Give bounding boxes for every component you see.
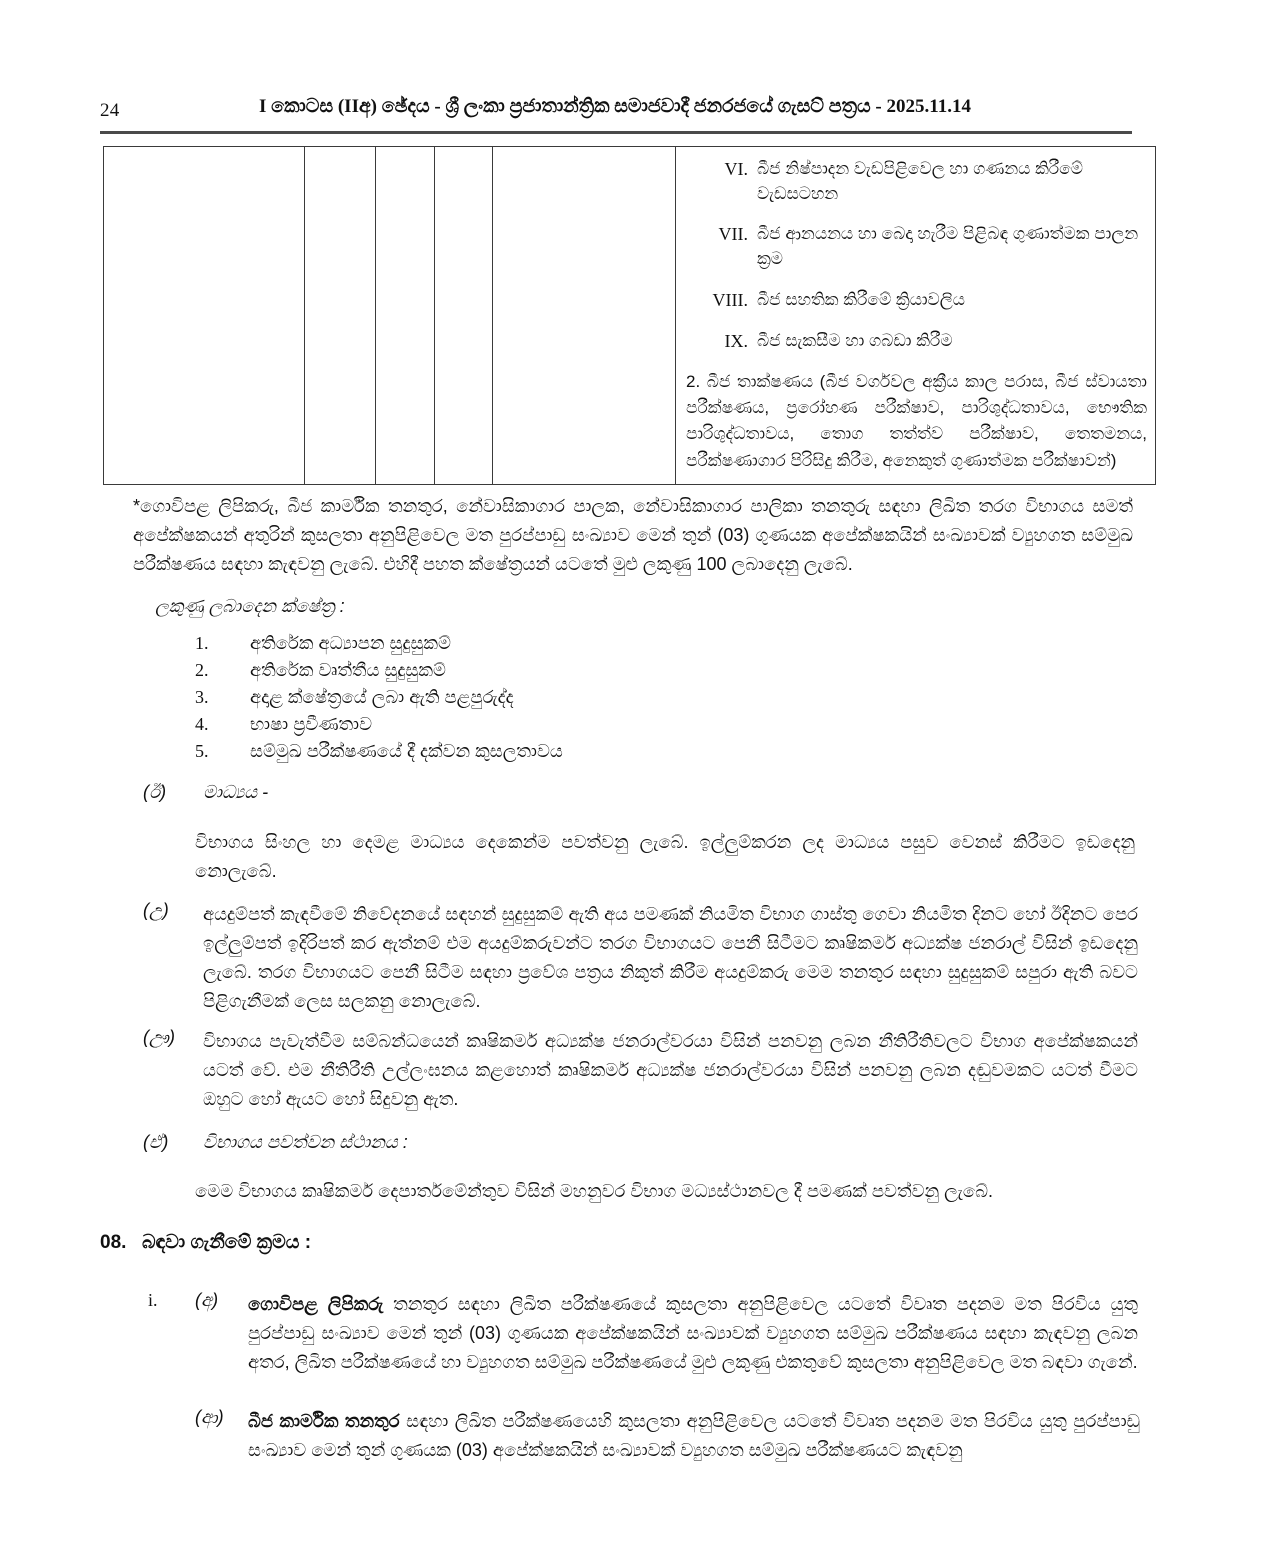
page-header: [100, 96, 1130, 130]
item-rest-farm-clerk: තනතුර සඳහා ලිඛිත පරීක්ෂණයේ කුසලතා අනුපිළිවෙල යටතේ විවෘත පදනම මත පිරවිය යුතු පුරප්පාඩු සංඛ්‍යාව මෙන් තුන් (03) ගුණයක අපේක්ෂකයින් සංඛ්‍යාවක් ව්‍යුහගත සම්මුඛ පරීක්ෂණය සඳහා කැඳවනු ලබන අතර, ලිඛිත පරීක්ෂණයේ හා ව්‍යුහගත සම්මුඛ පරීක්ෂණයේ මුළු ලකුණු එකතුවේ කුසලතා අනුපිළිවෙල මත බඳවා ගැනේ.: [248, 1294, 1139, 1373]
section-body-u: අයදුම්පත් කැඳවීමේ නිවේදනයේ සඳහන් සුදුසුකම් ඇති අය පමණක් නියමිත විභාග ගාස්තු ගෙවා නියමිත දිනට හෝ ඊදිනට පෙර ඉල්ලුම්පත් ඉදිරිපත් කර ඇත්නම් එම අයදුම්කරුවන්ට තරග විභාගයට පෙනී සිටීමට කෘෂිකර්ම අධ්‍යක්ෂ ජනරාල් විසින් ඉඩදෙනු ලැබේ. තරග විභාගයට පෙනී සිටීම සඳහා ප්‍රවේශ පත්‍රය නිකුත් කිරීම අයදුම්කරු මෙම තනතුර සඳහා සුදුසුකම් සපුරා ඇති බවට පිළිගැනීමක් ලෙස සලකනු නොලැබේ.: [203, 904, 1138, 1012]
list-item: [686, 157, 1147, 206]
roman-numeral: VIII.: [712, 289, 748, 310]
item-text-farm-clerk: [248, 1290, 1138, 1377]
page-title: I කොටස (IIඅ) ඡේදය - ශ්‍රී ලංකා ප්‍රජාතාන්ත්‍රික සමාජවාදී ජනරජයේ ගැසට් පත්‍රය - 2025.11.14: [259, 96, 971, 117]
section-marker-uu: (ඌ): [143, 1027, 175, 1047]
section-08-heading: [100, 1232, 1135, 1254]
list-item: [686, 288, 1147, 314]
criteria-text: අතිරේක වෘත්තීය සුදුසුකම්: [250, 660, 446, 680]
page-number: 24: [100, 100, 120, 121]
item-lead-farm-clerk: ගොවිපළ ලිපිකරු: [248, 1294, 384, 1314]
item-lead-seed-technician: බීජ කාර්මික තනතුර: [248, 1411, 400, 1431]
criteria-number: 2.: [195, 660, 209, 680]
section-08-number: 08.: [100, 1232, 127, 1253]
section-media: [143, 782, 1138, 803]
roman-numeral: VII.: [718, 224, 748, 245]
table-paragraph-seed-technology: 2. බීජ තාක්ෂණය (බීජ වර්ගවල අක්‍රීය කාල පරාස, බීජ ස්වායතා පරීක්ෂණය, ප්‍රරෝහණ පරීක්ෂාව, පාරිශුද්ධතාවය, භෞතික පාරිශුද්ධතාවය, තොග තත්ත්ව පරීක්ෂාව, තෙතමනය, පරීක්ෂණාගාර පිරිසිදු කිරීම, අනෙකුත් ගුණාත්මක පරීක්ෂාවන්): [686, 371, 1147, 470]
list-item: [195, 715, 895, 733]
section-marker-media: (ඊ): [143, 782, 167, 802]
criteria-text: සම්මුඛ පරීක්ෂණයේ දී දක්වන කුසලතාවය: [250, 741, 563, 761]
section-08-item-i: [148, 1290, 1138, 1377]
roman-item-text: බීජ නිෂ්පාදන වැඩපිළිවෙල හා ගණනය කිරීමේ වැඩසටහන: [757, 159, 1083, 203]
section-title-venue: විභාගය පවත්වන ස්ථානය :: [203, 1132, 408, 1152]
item-letter-a: (අ): [195, 1290, 219, 1310]
section-venue: [143, 1132, 1138, 1153]
item-text-seed-technician: [248, 1407, 1140, 1465]
list-item: [195, 688, 895, 706]
roman-numeral-list: [686, 157, 1147, 355]
item-roman-numeral: i.: [148, 1290, 158, 1310]
table-cell-empty-5: [493, 147, 676, 485]
table-cell-syllabus: [676, 147, 1156, 485]
header-divider: [100, 131, 1132, 134]
section-uu: [143, 1027, 1138, 1114]
section-marker-venue: (ඒ): [143, 1132, 169, 1152]
roman-item-text: බීජ ආනයනය හා බෙදා හැරීම පිළිබඳ ගුණාත්මක පාලන ක්‍රම: [757, 224, 1139, 268]
item-letter-aa: (ආ): [195, 1407, 224, 1427]
list-item: [195, 742, 895, 760]
item-rest-seed-technician: සඳහා ලිඛිත පරීක්ෂණයෙහි කුසලතා අනුපිළිවෙල යටතේ විවෘත පදනම මත පිරවිය යුතු පුරප්පාඩු සංඛ්‍යාව මෙන් තුන් ගුණයක (03) අපේක්ෂකයින් සංඛ්‍යාවක් ව්‍යුහගත සම්මුඛ පරීක්ෂණයට කැඳවනු: [248, 1411, 1140, 1461]
criteria-number: 5.: [195, 741, 209, 761]
criteria-text: භාෂා ප්‍රවීණතාව: [250, 714, 373, 734]
section-08-item-aa: [195, 1407, 1140, 1465]
roman-item-text: බීජ සැකසීම හා ගබඩා කිරීම: [757, 331, 953, 351]
criteria-heading: ලකුණු ලබාදෙන ක්ෂේත්‍ර :: [155, 596, 345, 616]
section-body-media: විභාගය සිංහල හා දෙමළ මාධ්‍යය දෙකෙන්ම පවත්වනු ලැබේ. ඉල්ලුම්කරන ලද මාධ්‍යය පසුව වෙනස් කිරීමට ඉඩදෙනු නොලැබේ.: [195, 832, 1135, 882]
section-08-title: බඳවා ගැනීමේ ක්‍රමය :: [142, 1232, 312, 1253]
table-row: [104, 147, 1156, 485]
criteria-number: 4.: [195, 714, 209, 734]
qualification-table: [103, 146, 1156, 485]
table-cell-empty-4: [435, 147, 493, 485]
starred-note: *ගොවිපළ ලිපිකරු, බීජ කාර්මික තනතුර, නේවාසිකාගාර පාලක, නේවාසිකාගාර පාලිකා තනතුරු සඳහා ලිඛිත තරග විභාගය සමත් අපේක්ෂකයන් අතුරින් කුසලතා අනුපිළිවෙල මත පුරප්පාඩු සංඛ්‍යාව මෙන් තුන් (03) ගුණයක අපේක්ෂකයින් සංඛ්‍යාවක් ව්‍යුහගත සම්මුඛ පරීක්ෂණය සඳහා කැඳවනු ලැබේ. එහිදී පහත ක්ෂේත්‍රයන් යටතේ මුළු ලකුණු 100 ලබාදෙනු ලැබේ.: [133, 496, 1133, 575]
list-item: [195, 634, 895, 652]
roman-numeral: VI.: [724, 159, 748, 179]
list-item: [195, 661, 895, 679]
section-marker-u: (උ): [143, 900, 169, 920]
criteria-number: 1.: [195, 633, 209, 653]
list-item: [686, 222, 1147, 271]
criteria-list: [195, 634, 895, 769]
list-item: [686, 329, 1147, 355]
section-title-media: මාධ්‍යය -: [203, 782, 269, 802]
roman-item-text: බීජ සහතික කිරීමේ ක්‍රියාවලිය: [757, 289, 965, 309]
roman-numeral: IX.: [724, 331, 748, 352]
criteria-text: අතිරේක අධ්‍යාපන සුදුසුකම්: [250, 633, 451, 653]
table-cell-empty-2: [305, 147, 376, 485]
section-body-venue: මෙම විභාගය කෘෂිකර්ම දෙපාර්තමේන්තුව විසින් මහනුවර විභාග මධ්‍යස්ථානවල දී පමණක් පවත්වනු ලැබේ.: [195, 1181, 994, 1201]
section-u: [143, 900, 1138, 1017]
criteria-text: අදාළ ක්ෂේත්‍රයේ ලබා ඇති පළපුරුද්ද: [250, 687, 514, 707]
criteria-number: 3.: [195, 687, 209, 707]
section-body-uu: විභාගය පැවැත්වීම සම්බන්ධයෙන් කෘෂිකර්ම අධ්‍යක්ෂ ජනරාල්වරයා විසින් පනවනු ලබන නීතිරීතිවලට විභාග අපේක්ෂකයන් යටත් වේ. එම නීතිරීති උල්ලංඝනය කළහොත් කෘෂිකර්ම අධ්‍යක්ෂ ජනරාල්වරයා විසින් පනවනු ලබන දඬුවමකට යටත් වීමට ඔහුට හෝ ඇයට හෝ සිදුවනු ඇත.: [203, 1031, 1138, 1110]
table-cell-empty-1: [104, 147, 305, 485]
table-cell-empty-3: [376, 147, 435, 485]
